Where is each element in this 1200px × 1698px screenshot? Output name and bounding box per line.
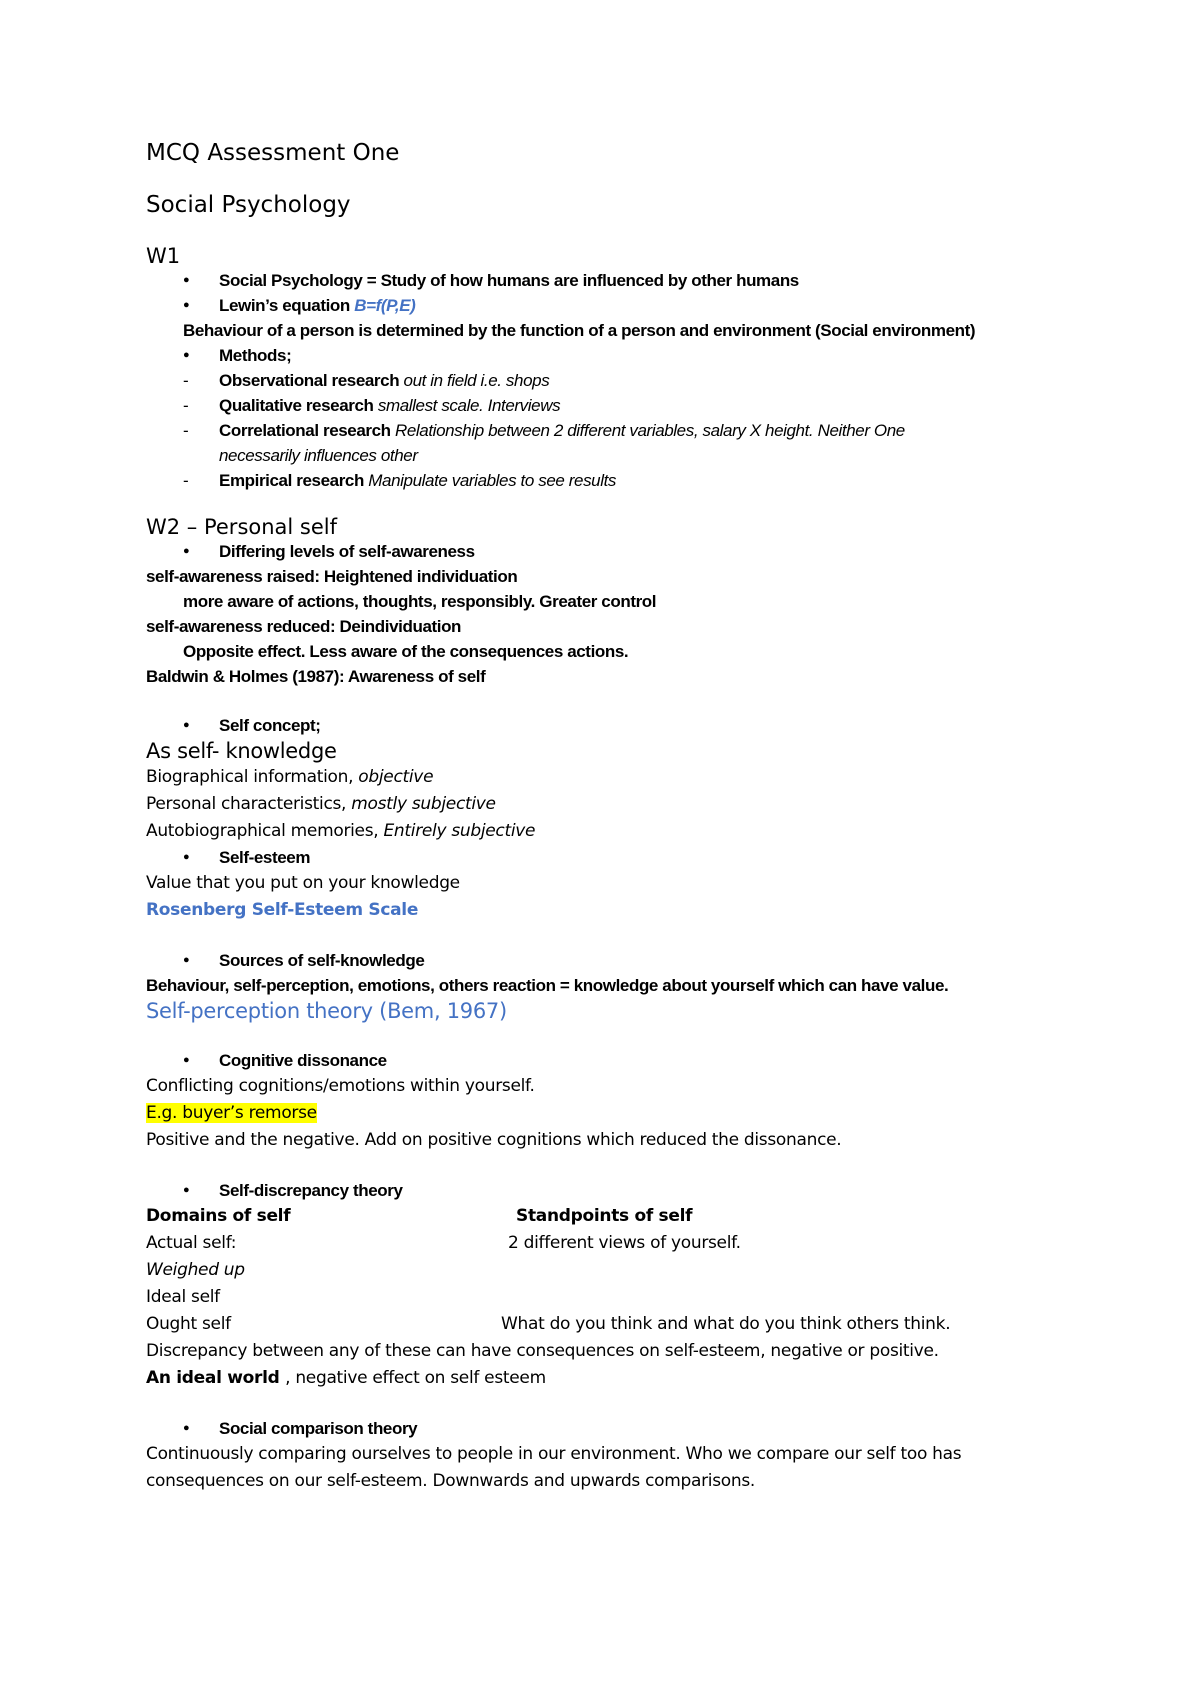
two-views: 2 different views of yourself. [508, 1233, 741, 1253]
highlight: E.g. buyer’s remorse [146, 1103, 317, 1123]
dissonance-desc: Conflicting cognitions/emotions within yourself. [146, 1076, 535, 1096]
discrepancy-header-row [146, 1203, 1076, 1230]
rosenberg-scale: Rosenberg Self-Esteem Scale [146, 900, 419, 920]
bullet-self-awareness: ● Differing levels of self-awareness [146, 539, 1076, 564]
section-heading-w2: W2 – Personal self [146, 515, 338, 539]
weighed-up: Weighed up [146, 1260, 245, 1280]
method-empirical: - Empirical research Manipulate variables to see results [146, 468, 1076, 493]
method-correlational: - Correlational research Relationship between 2 different variables, salary X height. Neither One [146, 418, 1076, 443]
positive-negative: Positive and the negative. Add on positive cognitions which reduced the dissonance. [146, 1130, 842, 1150]
think-others-think: What do you think and what do you think others think. [501, 1314, 951, 1334]
baldwin-holmes: Baldwin & Holmes (1987): Awareness of self [146, 667, 486, 686]
bullet-social-comparison: ● Social comparison theory [146, 1416, 1076, 1441]
bullet-cognitive-dissonance: ● Cognitive dissonance [146, 1048, 1076, 1073]
bullet-social-psychology: ● Social Psychology = Study of how humans are influenced by other humans [146, 268, 1076, 293]
lewin-formula: B=f(P,E) [354, 296, 416, 315]
lewin-explanation: Behaviour of a person is determined by the function of a person and environment (Social environment) [183, 321, 976, 340]
awareness-reduced-detail: Opposite effect. Less aware of the consequences actions. [183, 642, 629, 661]
bullet-self-esteem: ● Self-esteem [146, 845, 1076, 870]
method-observational: - Observational research out in field i.e. shops [146, 368, 1076, 393]
document-title: MCQ Assessment One [146, 140, 400, 166]
knowledge-biographical: Biographical information, objective [146, 767, 434, 787]
sources-desc: Behaviour, self-perception, emotions, others reaction = knowledge about yourself which can have value. [146, 976, 949, 995]
section-heading-w1: W1 [146, 244, 181, 268]
standpoints-of-self: Standpoints of self [516, 1206, 693, 1226]
actual-self: Actual self: [146, 1233, 237, 1253]
method-correlational-cont: necessarily influences other [219, 446, 418, 465]
bullet-self-concept: ● Self concept; [146, 713, 1076, 738]
ideal-self: Ideal self [146, 1287, 220, 1307]
bullet-sources-self-knowledge: ● Sources of self-knowledge [146, 948, 1076, 973]
bullet-lewins-equation: ● Lewin’s equation B=f(P,E) [146, 293, 1076, 318]
bullet-self-discrepancy: ● Self-discrepancy theory [146, 1178, 1076, 1203]
comparison-desc-2: consequences on our self-esteem. Downwards and upwards comparisons. [146, 1471, 756, 1491]
awareness-reduced: self-awareness reduced: Deindividuation [146, 617, 462, 636]
self-knowledge-heading: As self- knowledge [146, 739, 337, 763]
ought-self: Ought self [146, 1314, 231, 1334]
awareness-raised-detail: more aware of actions, thoughts, responsibly. Greater control [183, 592, 657, 611]
document-subtitle: Social Psychology [146, 192, 351, 218]
domains-of-self: Domains of self [146, 1206, 291, 1226]
ideal-world: An ideal world , negative effect on self esteem [146, 1368, 546, 1388]
awareness-raised: self-awareness raised: Heightened individuation [146, 567, 518, 586]
knowledge-autobiographical: Autobiographical memories, Entirely subjective [146, 821, 536, 841]
bullet-methods: ● Methods; [146, 343, 1076, 368]
self-esteem-desc: Value that you put on your knowledge [146, 873, 460, 893]
document-page [146, 140, 1076, 1495]
actual-self-row [146, 1230, 1076, 1257]
buyers-remorse [146, 1100, 1076, 1127]
self-perception-theory: Self-perception theory (Bem, 1967) [146, 999, 507, 1023]
comparison-desc-1: Continuously comparing ourselves to people in our environment. Who we compare our self too has [146, 1444, 962, 1464]
discrepancy-desc: Discrepancy between any of these can have consequences on self-esteem, negative or positive. [146, 1341, 939, 1361]
method-qualitative: - Qualitative research smallest scale. Interviews [146, 393, 1076, 418]
knowledge-personal: Personal characteristics, mostly subjective [146, 794, 496, 814]
ought-self-row [146, 1311, 1076, 1338]
